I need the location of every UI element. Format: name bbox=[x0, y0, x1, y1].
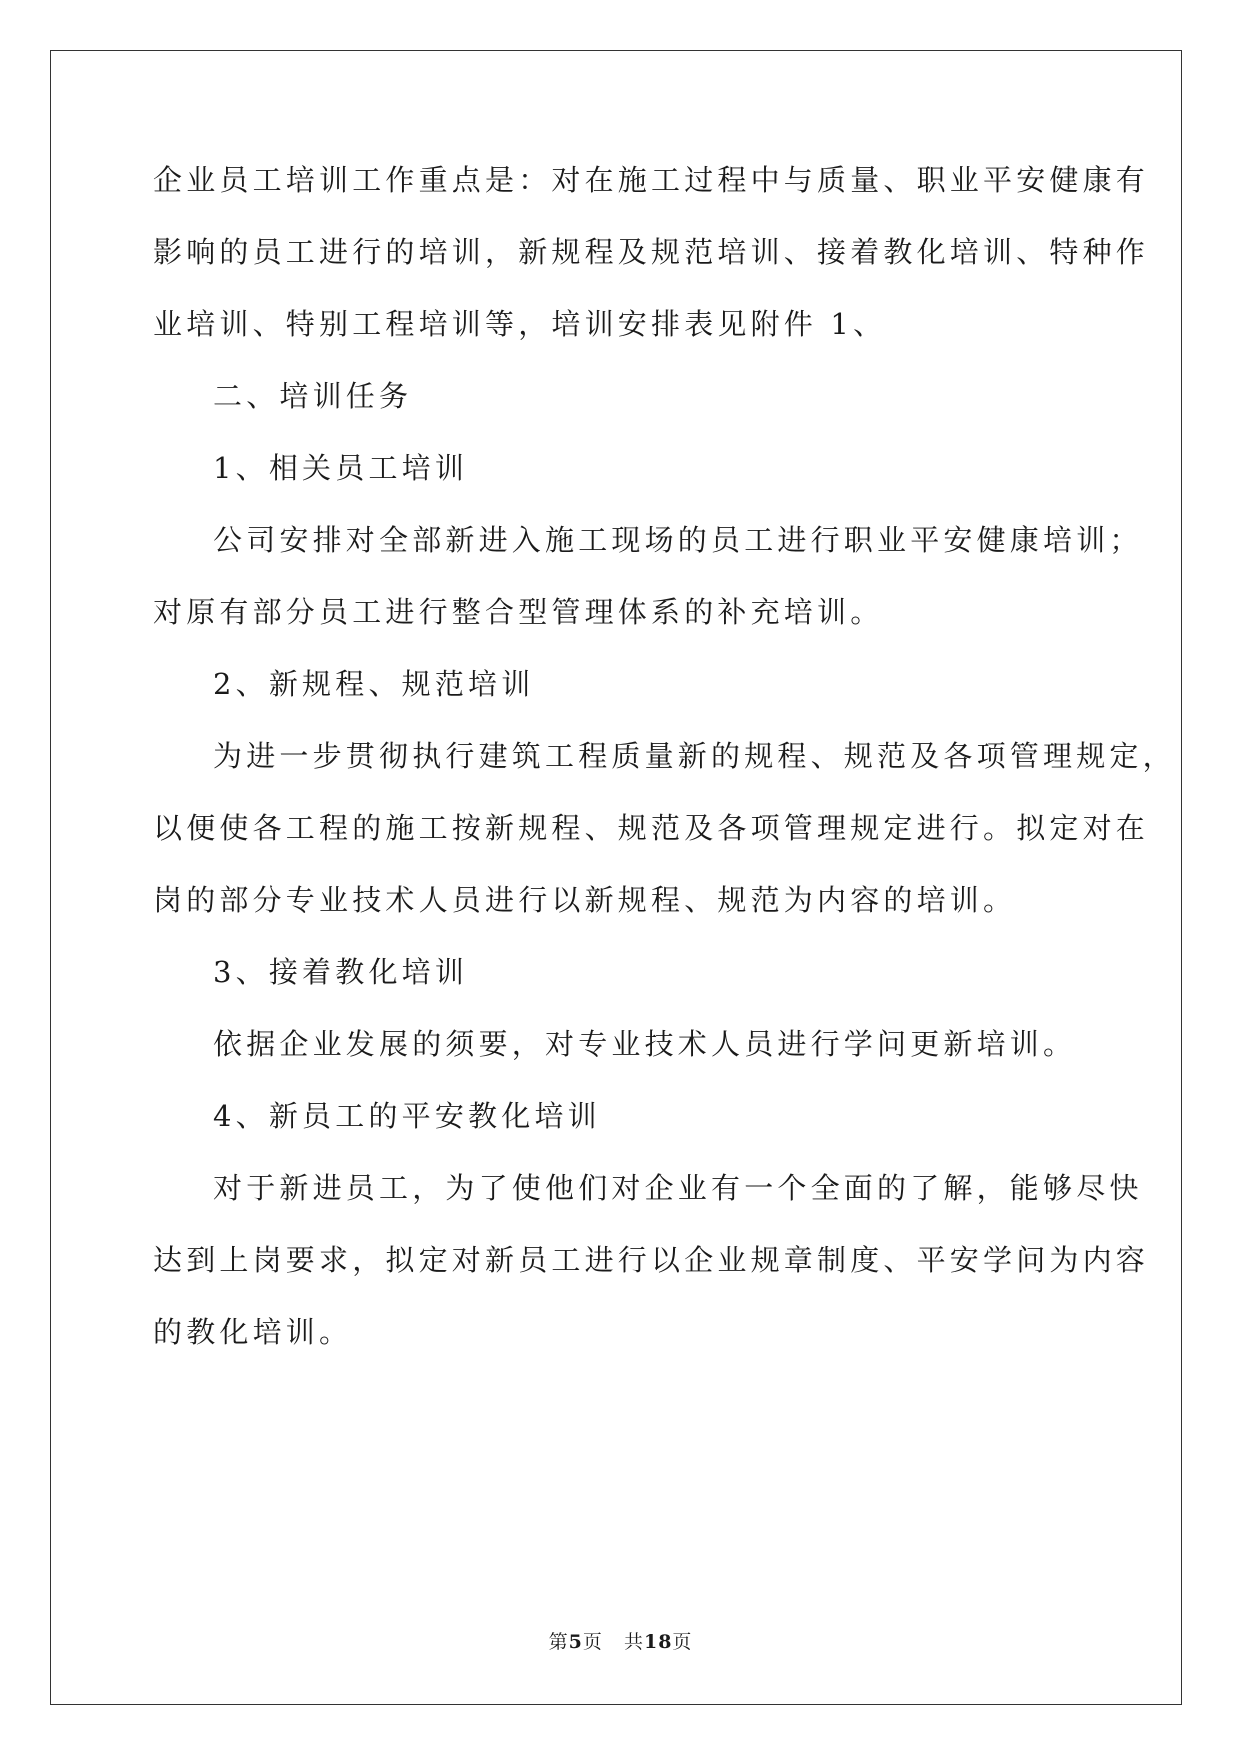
paragraph-line: 岗的部分专业技术人员进行以新规程、规范为内容的培训。 bbox=[153, 883, 1017, 917]
paragraph-line: 对于新进员工，为了使他们对企业有一个全面的了解，能够尽快 bbox=[213, 1171, 1143, 1205]
page-number: 5 bbox=[568, 1631, 583, 1653]
page-suffix: 页 bbox=[582, 1631, 603, 1653]
subsection-heading: 3、接着教化培训 bbox=[213, 955, 469, 989]
subsection-heading: 1、相关员工培训 bbox=[213, 451, 469, 485]
total-pages: 18 bbox=[643, 1631, 673, 1653]
page-footer bbox=[0, 1627, 1241, 1654]
paragraph-line: 达到上岗要求，拟定对新员工进行以企业规章制度、平安学问为内容 bbox=[153, 1243, 1150, 1277]
page-prefix: 第 bbox=[548, 1631, 569, 1653]
paragraph-line: 影响的员工进行的培训，新规程及规范培训、接着教化培训、特种作 bbox=[153, 235, 1150, 269]
page-border bbox=[50, 50, 1182, 1705]
paragraph-line: 的教化培训。 bbox=[153, 1315, 353, 1349]
subsection-heading: 2、新规程、规范培训 bbox=[213, 667, 535, 701]
paragraph-line: 企业员工培训工作重点是：对在施工过程中与质量、职业平安健康有 bbox=[153, 163, 1150, 197]
paragraph-line: 依据企业发展的须要，对专业技术人员进行学问更新培训。 bbox=[213, 1027, 1077, 1061]
total-suffix: 页 bbox=[672, 1631, 693, 1653]
paragraph-line: 对原有部分员工进行整合型管理体系的补充培训。 bbox=[153, 595, 884, 629]
section-heading: 二、培训任务 bbox=[213, 379, 413, 413]
subsection-heading: 4、新员工的平安教化培训 bbox=[213, 1099, 601, 1133]
paragraph-line: 业培训、特别工程培训等，培训安排表见附件 1、 bbox=[153, 307, 887, 341]
paragraph-line: 为进一步贯彻执行建筑工程质量新的规程、规范及各项管理规定， bbox=[213, 739, 1176, 773]
paragraph-line: 公司安排对全部新进入施工现场的员工进行职业平安健康培训； bbox=[213, 523, 1143, 557]
paragraph-line: 以便使各工程的施工按新规程、规范及各项管理规定进行。拟定对在 bbox=[153, 811, 1150, 845]
total-prefix: 共 bbox=[623, 1631, 644, 1653]
